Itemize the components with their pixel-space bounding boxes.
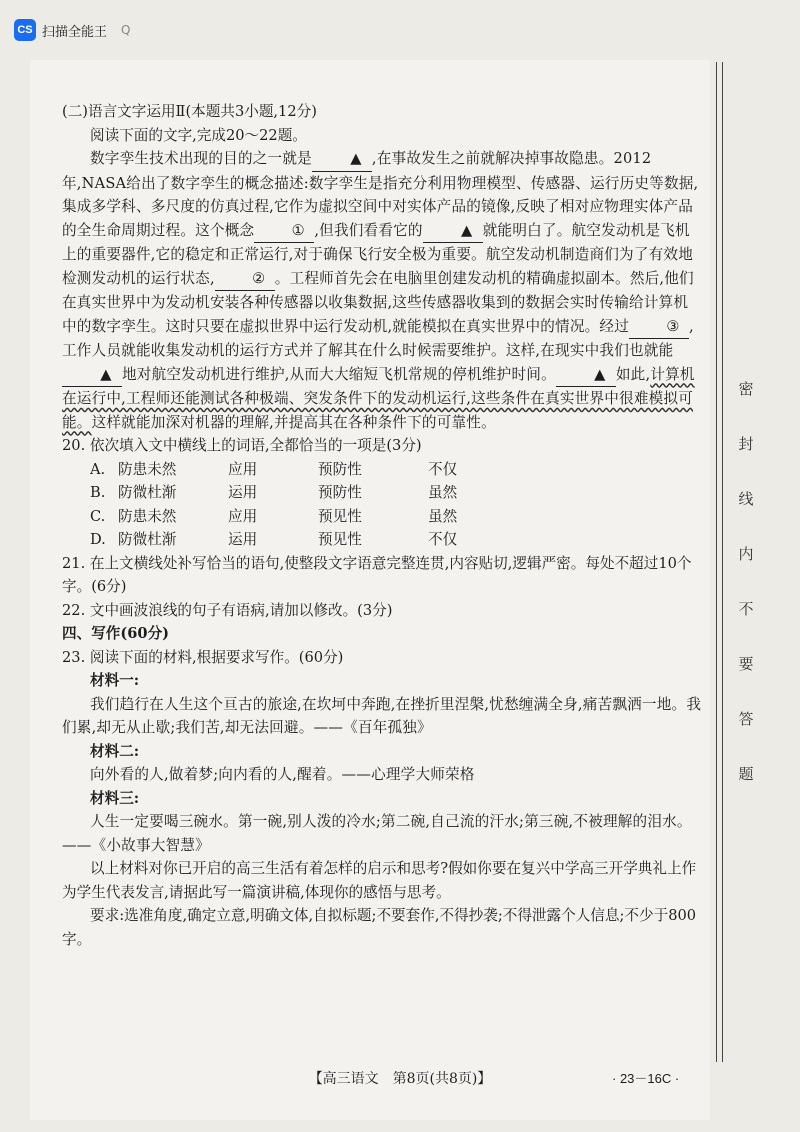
seal-char: 封: [738, 435, 754, 453]
option-d[interactable]: D. 防微杜渐 运用 预见性 不仅: [90, 531, 458, 548]
question-21: 21. 在上文横线处补写恰当的语句,使整段文字语意完整连贯,内容贴切,逻辑严密。每处不超过10个字。(6分): [62, 554, 692, 595]
option-a[interactable]: A. 防患未然 应用 预防性 不仅: [90, 460, 458, 478]
blank-2[interactable]: ①: [254, 219, 314, 244]
blank-6[interactable]: ▲: [62, 363, 122, 388]
wavy-sentence: 计算机在运行中,工程师还能测试各种极端、突发条件下的发动机运行,这些条件在真实世界中很难模拟可能。: [62, 365, 695, 431]
seal-line: [716, 62, 717, 1062]
material-1-label: 材料一:: [90, 672, 140, 689]
exam-content: [62, 100, 702, 951]
blank-7[interactable]: ▲: [556, 363, 616, 388]
material-1: 我们趋行在人生这个亘古的旅途,在坎坷中奔跑,在挫折里涅槃,忧愁缠满全身,痛苦飘洒一地。我们累,却无从止歇;我们苦,却无法回避。——《百年孤独》: [62, 695, 702, 736]
reading-passage: 数字孪生技术出现的目的之一就是 ▲ ,在事故发生之前就解决掉事故隐患。2012年,NASA给出了数字孪生的概念描述:数字孪生是指充分利用物理模型、传感器、运行历史等数据,集成多学科、多尺度的仿真过程,它作为虚拟空间中对实体产品的镜像,反映了相对应物理实体产品的全生命周期过程。这个概念 ① ,但我们看看它的 ▲ 就能明白了。航空发动机是飞机上的重要器件,它的稳定和正常运行,对于确保飞行安全极为重要。航空发动机制造商们为了有效地检测发动机的运行状态, ② 。工程师首先会在电脑里创建发动机的精确虚拟副本。然后,他们在真实世界中为发动机安装各种传感器以收集数据,这些传感器收集到的数据会实时传输给计算机中的数字孪生。这时只要在虚拟世界中运行发动机,就能模拟在真实世界中的情况。经过 ③ ,工作人员就能收集发动机的运行方式并了解其在什么时候需要维护。这样,在现实中我们也就能▲ 地对航空发动机进行维护,从而大大缩短飞机常规的停机维护时间。 ▲ 如此,计算机在运行中,工程师还能测试各种极端、突发条件下的发动机运行,这些条件在真实世界中很难模拟可能。这样就能加深对机器的理解,并提高其在各种条件下的可靠性。: [62, 147, 702, 434]
option-b[interactable]: B. 防微杜渐 运用 预防性 虽然: [90, 484, 458, 501]
blank-5[interactable]: ③: [629, 315, 689, 340]
seal-char: 不: [738, 600, 754, 618]
section-title: (二)语言文字运用Ⅱ(本题共3小题,12分): [62, 103, 317, 120]
blank-3[interactable]: ▲: [423, 219, 483, 244]
seal-char: 密: [738, 380, 754, 398]
seal-line-inner: [722, 62, 723, 1062]
search-icon[interactable]: Q: [121, 23, 131, 37]
material-2: 向外看的人,做着梦;向内看的人,醒着。——心理学大师荣格: [90, 766, 475, 783]
writing-title: 四、写作(60分): [62, 625, 170, 642]
app-header: [14, 14, 130, 46]
material-3-label: 材料三:: [90, 789, 140, 807]
seal-char: 内: [738, 545, 754, 563]
material-2-label: 材料二:: [90, 742, 140, 760]
seal-text: [734, 378, 758, 784]
writing-task: 以上材料对你已开启的高三生活有着怎样的启示和思考?假如你要在复兴中学高三开学典礼上作为学生代表发言,请据此写一篇演讲稿,体现你的感悟与思考。: [62, 860, 697, 901]
option-c[interactable]: C. 防患未然 应用 预见性 虽然: [90, 507, 458, 525]
app-logo-icon[interactable]: CS: [14, 19, 36, 41]
seal-char: 线: [738, 490, 754, 508]
material-3: 人生一定要喝三碗水。第一碗,别人泼的冷水;第二碗,自己流的汗水;第三碗,不被理解的泪水。——《小故事大智慧》: [62, 813, 692, 854]
app-name[interactable]: 扫描全能王: [42, 24, 108, 40]
section-instruction: 阅读下面的文字,完成20～22题。: [90, 126, 307, 144]
exam-code: · 23－16C ·: [612, 1071, 680, 1086]
seal-char: 题: [738, 765, 754, 783]
seal-char: 要: [738, 655, 754, 673]
question-22: 22. 文中画波浪线的句子有语病,请加以修改。(3分): [62, 601, 393, 619]
blank-4[interactable]: ②: [215, 267, 275, 292]
page-footer: 【高三语文 第8页(共8页)】: [308, 1071, 492, 1087]
writing-requirements: 要求:选准角度,确定立意,明确文体,自拟标题;不要套作,不得抄袭;不得泄露个人信息;不少于800字。: [62, 907, 697, 948]
question-23: 23. 阅读下面的材料,根据要求写作。(60分): [62, 648, 344, 666]
question-20: 20. 依次填入文中横线上的词语,全都恰当的一项是(3分): [62, 437, 422, 454]
seal-char: 答: [738, 710, 754, 728]
blank-1[interactable]: ▲: [312, 147, 372, 172]
